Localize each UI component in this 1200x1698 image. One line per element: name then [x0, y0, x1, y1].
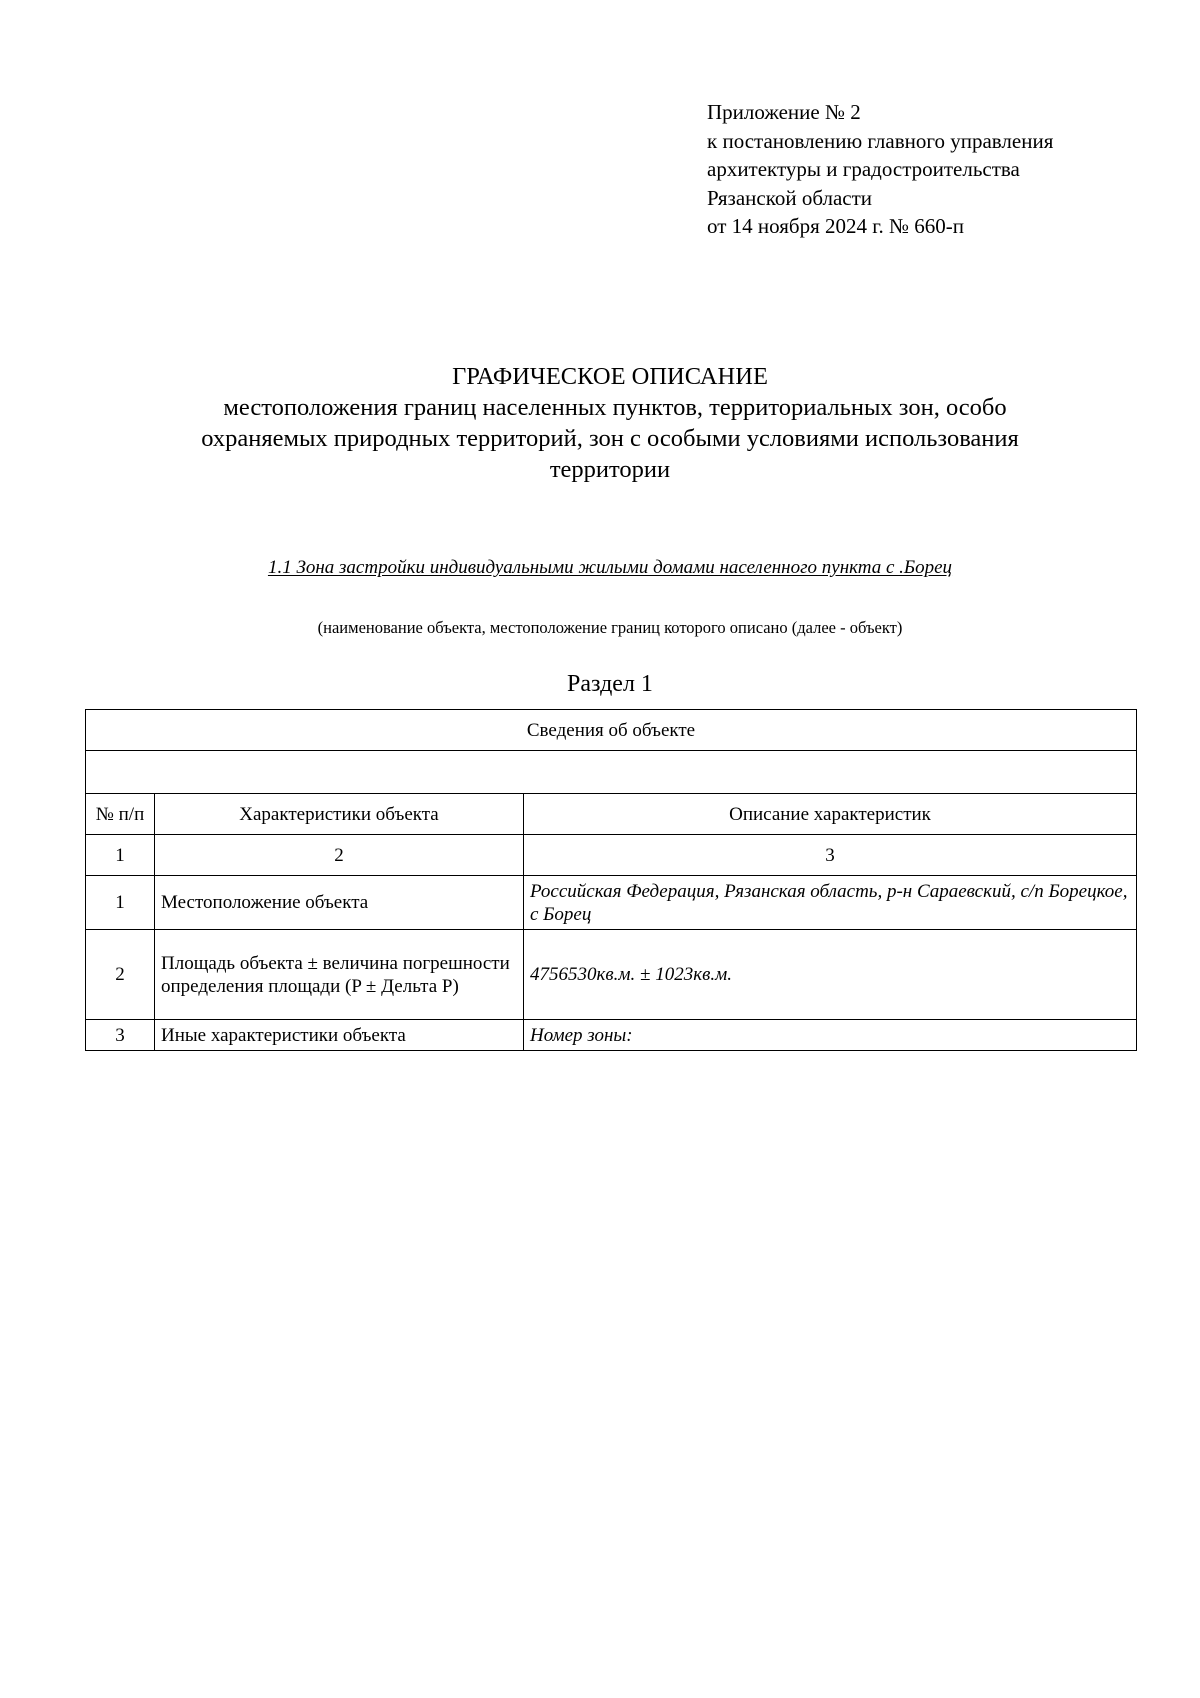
object-name: 1.1 Зона застройки индивидуальными жилыми домами населенного пункта с .Борец: [267, 557, 953, 578]
title-line-2: охраняемых природных территорий, зон с особыми условиями использования: [201, 425, 1019, 452]
section-title: Раздел 1: [567, 671, 653, 697]
title-line-3: территории: [549, 456, 671, 483]
table-empty-cell: [86, 751, 1137, 794]
row-characteristic: Площадь объекта ± величина погрешности определения площади (P ± Дельта P): [155, 930, 524, 1020]
row-description: Номер зоны:: [524, 1020, 1137, 1051]
appendix-line: от 14 ноября 2024 г. № 660-п: [707, 214, 965, 238]
column-number: 3: [524, 835, 1137, 876]
table-empty-row: [86, 751, 1137, 794]
row-description: Российская Федерация, Рязанская область, р-н Сараевский, с/п Борецкое, с Борец: [524, 876, 1137, 930]
column-header-description: Описание характеристик: [524, 794, 1137, 835]
table-row: [86, 876, 1137, 930]
object-info-table: [85, 709, 1137, 1051]
column-header-row: [86, 794, 1137, 835]
column-header-characteristic: Характеристики объекта: [155, 794, 524, 835]
row-characteristic: Иные характеристики объекта: [155, 1020, 524, 1051]
document-title: [85, 361, 1135, 485]
column-number-row: [86, 835, 1137, 876]
row-num: 2: [86, 930, 155, 1020]
appendix-line: Приложение № 2: [707, 100, 861, 124]
column-header-num: № п/п: [86, 794, 155, 835]
column-number: 1: [86, 835, 155, 876]
row-num: 1: [86, 876, 155, 930]
column-number: 2: [155, 835, 524, 876]
title-main: ГРАФИЧЕСКОЕ ОПИСАНИЕ: [452, 363, 768, 390]
appendix-block: [707, 98, 1053, 241]
table-header-row: [86, 710, 1137, 751]
row-description: 4756530кв.м. ± 1023кв.м.: [524, 930, 1137, 1020]
row-characteristic: Местоположение объекта: [155, 876, 524, 930]
table-row: [86, 1020, 1137, 1051]
object-caption: (наименование объекта, местоположение границ которого описано (далее - объект): [317, 618, 903, 637]
table-row: [86, 930, 1137, 1020]
appendix-line: архитектуры и градостроительства: [707, 157, 1020, 181]
appendix-line: Рязанской области: [707, 185, 873, 210]
table-header: Сведения об объекте: [86, 710, 1137, 751]
row-num: 3: [86, 1020, 155, 1051]
appendix-line: к постановлению главного управления: [707, 128, 1054, 153]
title-line-1: местоположения границ населенных пунктов, территориальных зон, особо: [223, 394, 1007, 421]
